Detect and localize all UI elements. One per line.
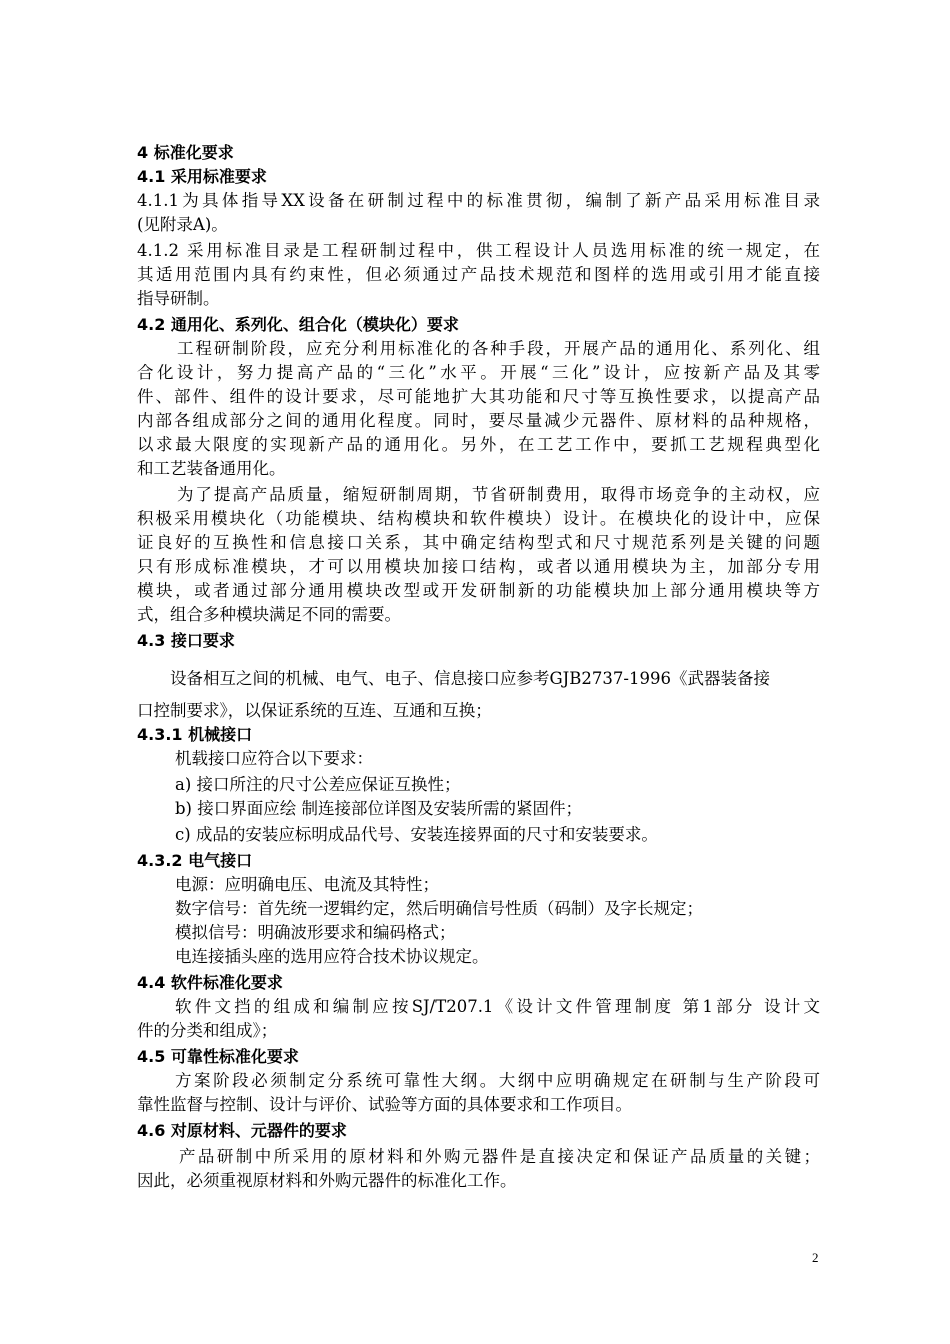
text-line: 式，组合多种模块满足不同的需要。	[137, 605, 401, 624]
text-line: b) 接口界面应绘 制连接部位详图及安装所需的紧固件；	[175, 799, 582, 818]
text-line: 靠性监督与控制、设计与评价、试验等方面的具体要求和工作项目。	[137, 1095, 632, 1114]
text-line: 方案阶段必须制定分系统可靠性大纲。大纲中应明确规定在研制与生产阶段可	[175, 1071, 820, 1090]
text-line: 电连接插头座的选用应符合技术协议规定。	[175, 947, 489, 966]
text-line: 模块，或者通过部分通用模块改型或开发研制新的功能模块加上部分通用模块等方	[137, 581, 820, 600]
text-line: 4.1.2 采用标准目录是工程研制过程中，供工程设计人员选用标准的统一规定，在	[137, 241, 820, 260]
text-line: 数字信号：首先统一逻辑约定，然后明确信号性质（码制）及字长规定；	[175, 899, 703, 918]
text-line: 机载接口应符合以下要求：	[175, 749, 373, 768]
text-line: 其适用范围内具有约束性，但必须通过产品技术规范和图样的选用或引用才能直接	[137, 265, 820, 284]
text-line: 口控制要求》，以保证系统的互连、互通和互换；	[137, 701, 492, 720]
text-line: 证良好的互换性和信息接口关系，其中确定结构型式和尺寸规范系列是关键的问题	[137, 533, 820, 552]
text-line: 电源：应明确电压、电流及其特性；	[175, 875, 439, 894]
text-line: 工程研制阶段，应充分利用标准化的各种手段，开展产品的通用化、系列化、组	[177, 339, 820, 358]
text-line: 为了提高产品质量，缩短研制周期，节省研制费用，取得市场竞争的主动权，应	[177, 485, 820, 504]
text-line: (见附录A)。	[137, 215, 228, 234]
page-number: 2	[812, 1250, 819, 1265]
text-line: c) 成品的安装应标明成品代号、安装连接界面的尺寸和安装要求。	[175, 825, 658, 844]
section-heading: 4.3.2 电气接口	[137, 851, 253, 870]
text-line: 软件文挡的组成和编制应按SJ/T207.1《设计文件管理制度 第1部分 设计文	[175, 997, 820, 1016]
text-line: 因此，必须重视原材料和外购元器件的标准化工作。	[137, 1171, 517, 1190]
text-line: 件、部件、组件的设计要求，尽可能地扩大其功能和尺寸等互换性要求，以提高产品	[137, 387, 820, 406]
section-heading: 4.1 采用标准要求	[137, 167, 267, 186]
section-heading: 4.3 接口要求	[137, 631, 235, 650]
section-heading: 4.4 软件标准化要求	[137, 973, 283, 992]
text-line: 只有形成标准模块，才可以用模块加接口结构，或者以通用模块为主，加部分专用	[137, 557, 820, 576]
text-line: 设备相互之间的机械、电气、电子、信息接口应参考GJB2737-1996《武器装备接	[170, 669, 770, 688]
section-heading: 4.6 对原材料、元器件的要求	[137, 1121, 347, 1140]
text-line: 4.1.1为具体指导XX设备在研制过程中的标准贯彻，编制了新产品采用标准目录	[137, 191, 820, 210]
text-line: 模拟信号：明确波形要求和编码格式；	[175, 923, 456, 942]
section-heading: 4.3.1 机械接口	[137, 725, 253, 744]
section-heading: 4.2 通用化、系列化、组合化（模块化）要求	[137, 315, 459, 334]
text-line: 以求最大限度的实现新产品的通用化。另外，在工艺工作中，要抓工艺规程典型化	[137, 435, 820, 454]
text-line: 指导研制。	[137, 289, 220, 308]
section-heading: 4 标准化要求	[137, 143, 234, 162]
section-heading: 4.5 可靠性标准化要求	[137, 1047, 299, 1066]
text-line: a) 接口所注的尺寸公差应保证互换性；	[175, 775, 461, 794]
text-line: 和工艺装备通用化。	[137, 459, 286, 478]
text-line: 合化设计，努力提高产品的“三化”水平。开展“三化”设计，应按新产品及其零	[137, 363, 820, 382]
text-line: 产品研制中所采用的原材料和外购元器件是直接决定和保证产品质量的关键；	[179, 1147, 820, 1166]
text-line: 内部各组成部分之间的通用化程度。同时，要尽量减少元器件、原材料的品种规格，	[137, 411, 820, 430]
text-line: 件的分类和组成》；	[137, 1021, 278, 1040]
text-line: 积极采用模块化（功能模块、结构模块和软件模块）设计。在模块化的设计中，应保	[137, 509, 820, 528]
